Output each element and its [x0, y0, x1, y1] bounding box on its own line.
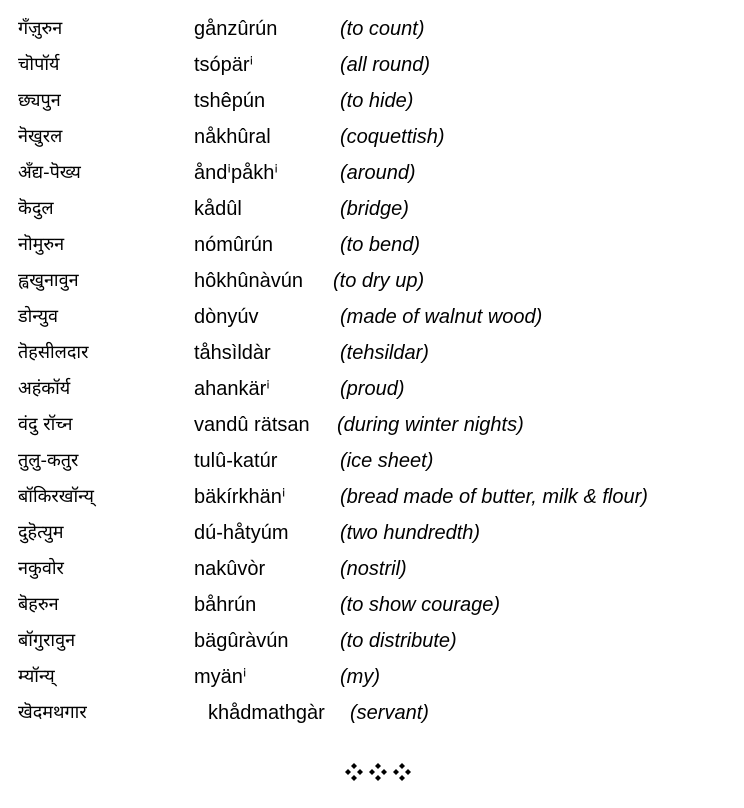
glossary-entry [0, 522, 744, 558]
english-meaning: (to dry up) [333, 270, 425, 292]
romanized-term: nakûvòr [194, 558, 266, 580]
romanized-term: tshêpún [194, 90, 266, 112]
english-meaning: (bridge) [340, 198, 409, 220]
glossary-entry [0, 378, 744, 414]
romanized-term: tåhsìldàr [194, 342, 271, 364]
devanagari-term: खॆदमथगार [18, 702, 87, 723]
romanized-term: bäkírkhänⁱ [194, 486, 286, 508]
devanagari-term: वंदु रॉच्न [18, 414, 73, 435]
glossary-entry [0, 666, 744, 702]
glossary-entry [0, 630, 744, 666]
romanized-term: kådûl [194, 198, 242, 220]
romanized-term: myänⁱ [194, 666, 247, 688]
devanagari-term: अँद्य-पॆख्य [18, 162, 81, 183]
english-meaning: (during winter nights) [337, 414, 524, 436]
english-meaning: (to show courage) [340, 594, 501, 616]
english-meaning: (ice sheet) [340, 450, 434, 472]
romanized-term: vandû rätsan [194, 414, 310, 436]
glossary-entry [0, 126, 744, 162]
english-meaning: (made of walnut wood) [340, 306, 543, 328]
romanized-term: tulû-katúr [194, 450, 278, 472]
romanized-term: dònyúv [194, 306, 259, 328]
romanized-term: khådmathgàr [208, 702, 325, 724]
english-meaning: (two hundredth) [340, 522, 481, 544]
devanagari-term: नॊमुरुन [18, 234, 65, 255]
glossary-entry [0, 594, 744, 630]
romanized-term: båhrún [194, 594, 257, 616]
glossary-entry [0, 486, 744, 522]
devanagari-term: चॊपॉर्य [18, 54, 60, 75]
romanized-term: ahankärⁱ [194, 378, 270, 400]
romanized-term: gånzûrún [194, 18, 278, 40]
glossary-entry [0, 414, 744, 450]
english-meaning: (all round) [340, 54, 431, 76]
romanized-term: hôkhûnàvún [194, 270, 303, 292]
glossary-entry [0, 702, 744, 738]
devanagari-term: म्यॉन्य् [18, 666, 55, 687]
glossary-entry [0, 234, 744, 270]
devanagari-term: नॆखुरल [18, 126, 63, 147]
english-meaning: (proud) [340, 378, 405, 400]
devanagari-term: नकुवोर [18, 558, 64, 579]
english-meaning: (to count) [340, 18, 425, 40]
english-meaning: (around) [340, 162, 416, 184]
romanized-term: bägûràvún [194, 630, 289, 652]
romanized-term: tsópärⁱ [194, 54, 254, 76]
english-meaning: (to distribute) [340, 630, 457, 652]
glossary-entry [0, 450, 744, 486]
devanagari-term: बॆहरुन [18, 594, 59, 615]
glossary-entry [0, 558, 744, 594]
glossary-entry [0, 90, 744, 126]
glossary-entry [0, 162, 744, 198]
romanized-term: nómûrún [194, 234, 273, 256]
glossary-entry [0, 306, 744, 342]
english-meaning: (to hide) [340, 90, 414, 112]
glossary-entry [0, 54, 744, 90]
english-meaning: (servant) [350, 702, 429, 724]
romanized-term: åndⁱpåkhⁱ [194, 162, 278, 184]
glossary-entry [0, 18, 744, 54]
devanagari-term: तॆहसीलदार [18, 342, 89, 363]
section-ornament [344, 762, 412, 782]
english-meaning: (my) [340, 666, 380, 688]
devanagari-term: बॉकिरखॉन्य् [18, 486, 94, 507]
english-meaning: (tehsildar) [340, 342, 429, 364]
diamond-cluster-icon [392, 762, 412, 782]
devanagari-term: अहंकॉर्य [18, 378, 71, 399]
devanagari-term: तुलु-कतुर [18, 450, 79, 471]
english-meaning: (nostril) [340, 558, 407, 580]
devanagari-term: ह्वखुनावुन [18, 270, 79, 291]
devanagari-term: गँज़ुरुन [18, 18, 63, 39]
diamond-cluster-icon [368, 762, 388, 782]
english-meaning: (coquettish) [340, 126, 445, 148]
romanized-term: nåkhûral [194, 126, 271, 148]
english-meaning: (bread made of butter, milk & flour) [340, 486, 648, 508]
english-meaning: (to bend) [340, 234, 421, 256]
romanized-term: dú-håtyúm [194, 522, 289, 544]
glossary-entry [0, 270, 744, 306]
devanagari-term: डोन्युव [18, 306, 59, 327]
glossary-entry [0, 342, 744, 378]
devanagari-term: कॆदुल [18, 198, 54, 219]
devanagari-term: छ्यपुन [18, 90, 61, 111]
diamond-cluster-icon [344, 762, 364, 782]
devanagari-term: दुहॆत्युम [18, 522, 64, 543]
devanagari-term: बॉगुरावुन [18, 630, 76, 651]
glossary-entry [0, 198, 744, 234]
